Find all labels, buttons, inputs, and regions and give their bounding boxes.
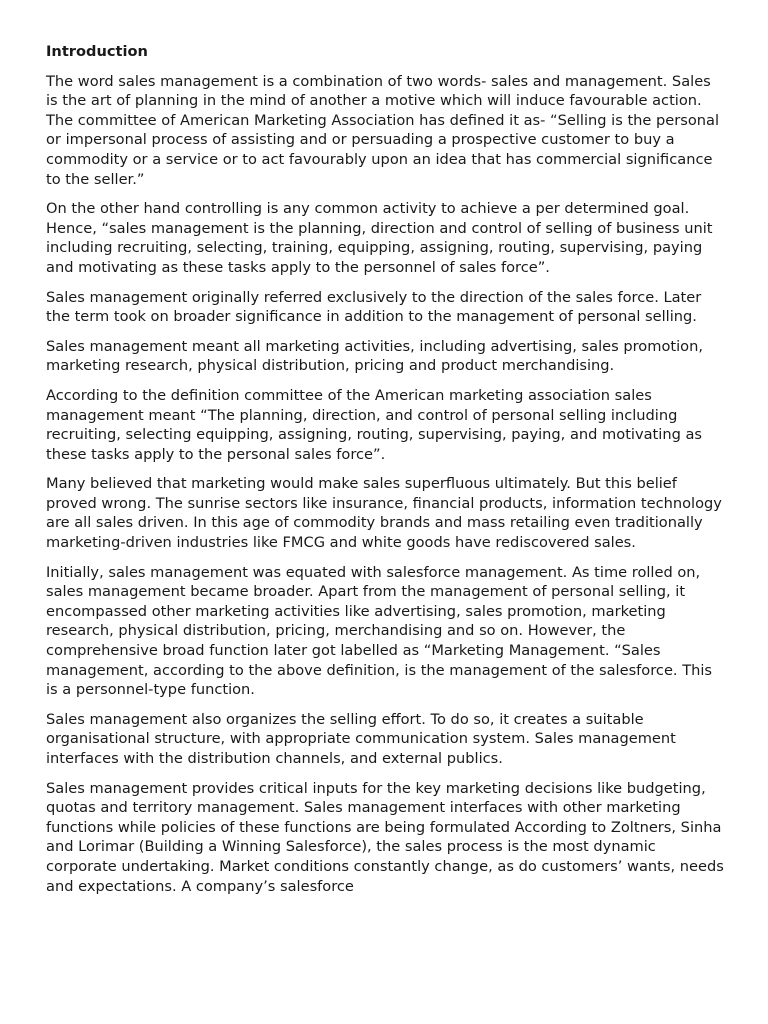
document-page bbox=[46, 42, 726, 906]
section-heading: Introduction bbox=[46, 43, 148, 60]
paragraph-critical-inputs: Sales management provides critical inputs for the key marketing decisions like budgeting, quotas and territory management. Sales management interfaces with other marketing functions while policies of these functions are being formulated According to Zoltners, Sinha and Lorimar (Building a Winning Salesforce), the sales process is the most dynamic corporate undertaking. Market conditions constantly change, as do customers’ wants, needs and expectations. A company’s salesforce bbox=[46, 779, 724, 895]
paragraph-ama-definition: According to the definition committee of the American marketing association sales management meant “The planning, direction, and control of personal selling including recruiting, selecting equipping, assigning, routing, supervising, paying, and motivating as these tasks apply to the personal sales force”. bbox=[46, 386, 703, 463]
paragraph-controlling: On the other hand controlling is any common activity to achieve a per determined goal. Hence, “sales management is the planning, direction and control of selling of business unit including recruiting, selecting, training, equipping, assigning, routing, supervising, paying and motivating as these tasks apply to the personnel of sales force”. bbox=[46, 200, 713, 276]
paragraph-marketing-activities: Sales management meant all marketing activities, including advertising, sales promotion, marketing research, physical distribution, pricing and product merchandising. bbox=[46, 337, 703, 375]
paragraph-definition: The word sales management is a combination of two words- sales and management. Sales is the art of planning in the mind of another a motive which will induce favourable action. The committee of American Marketing Association has defined it as- “Selling is the personal or impersonal process of assisting and or persuading a prospective customer to buy a commodity or a service or to act favourably upon an idea that has commercial significance to the seller.” bbox=[46, 72, 720, 188]
paragraph-sales-superfluous: Many believed that marketing would make sales superfluous ultimately. But this belief proved wrong. The sunrise sectors like insurance, financial products, information technology are all sales driven. In this age of commodity brands and mass retailing even traditionally marketing-driven industries like FMCG and white goods have rediscovered sales. bbox=[46, 475, 722, 552]
paragraph-selling-effort: Sales management also organizes the selling effort. To do so, it creates a suitable organisational structure, with appropriate communication system. Sales management interfaces with the distribution channels, and external publics. bbox=[46, 710, 676, 767]
paragraph-original-meaning: Sales management originally referred exclusively to the direction of the sales force. Later the term took on broader significance in addition to the management of personal selling. bbox=[46, 288, 702, 326]
paragraph-salesforce-management: Initially, sales management was equated with salesforce management. As time rolled on, sales management became broader. Apart from the management of personal selling, it encompassed other marketing activities like advertising, sales promotion, marketing research, physical distribution, pricing, merchandising and so on. However, the comprehensive broad function later got labelled as “Marketing Management. “Sales management, according to the above definition, is the management of the salesforce. This is a personnel-type function. bbox=[46, 563, 713, 699]
